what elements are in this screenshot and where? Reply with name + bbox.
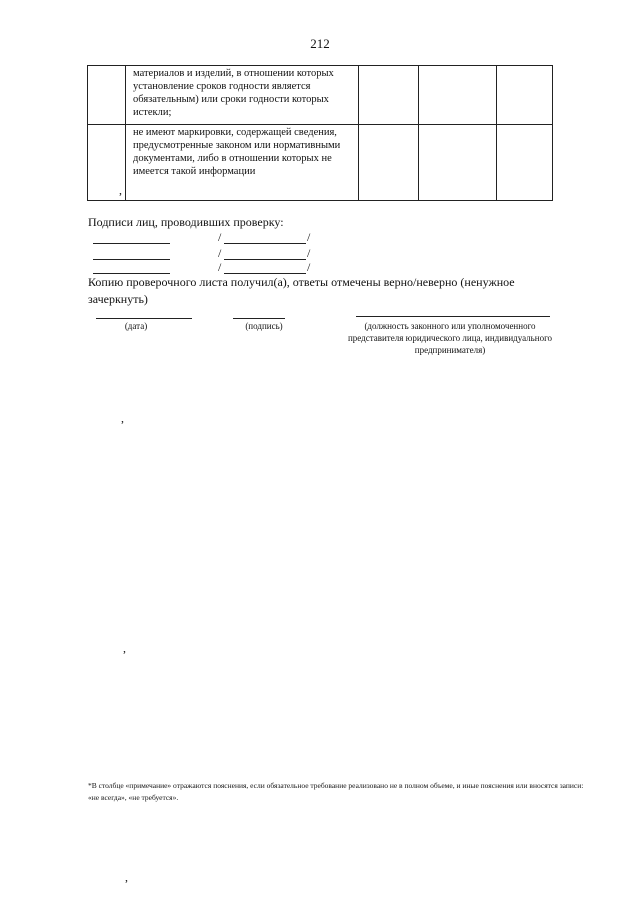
signature-separator: / xyxy=(218,246,222,260)
scan-mark: , xyxy=(121,411,124,425)
signature-caption: (подпись) xyxy=(245,321,283,331)
position-caption: (должность законного или уполномоченного представителя юридического лица, индивидуального предпринимателя) xyxy=(347,321,553,355)
table-cell-note xyxy=(497,125,553,201)
signature-separator: / xyxy=(218,260,222,274)
scan-mark: , xyxy=(125,870,128,884)
table-cell-note xyxy=(497,66,553,125)
table-cell-requirement xyxy=(126,66,359,125)
requirement-text: материалов и изделий, в отношении которых установление сроков годности является обязательным) или сроки годности которых истекли; xyxy=(133,68,334,118)
footnote: *В столбце «примечание» отражаются пояснения, если обязательное требование реализовано не в полном объеме, и иные пояснения или вносятся записи: «не всегда», «не требуется». xyxy=(88,781,584,802)
receipt-statement: Копию проверочного листа получил(а), ответы отмечены верно/неверно (ненужное зачеркнуть) xyxy=(88,275,515,306)
table-row xyxy=(88,125,553,201)
signature-separator: / xyxy=(307,246,311,260)
table-cell-answer xyxy=(419,66,497,125)
table-cell-answer xyxy=(419,125,497,201)
signature-separator: / xyxy=(307,260,311,274)
page-number: 212 xyxy=(310,36,330,51)
scan-mark: , xyxy=(119,183,122,197)
table-cell-answer xyxy=(359,66,419,125)
table-cell-requirement xyxy=(126,125,359,201)
date-caption: (дата) xyxy=(124,321,148,331)
signatures-title: Подписи лиц, проводивших проверку: xyxy=(88,215,284,229)
signature-line xyxy=(224,243,306,244)
table-row xyxy=(88,66,553,125)
signature-line xyxy=(233,318,285,319)
signature-line xyxy=(93,259,170,260)
signature-line xyxy=(93,243,170,244)
checklist-table xyxy=(87,65,553,201)
signature-separator: / xyxy=(307,230,311,244)
date-line xyxy=(96,318,192,319)
scan-mark: , xyxy=(123,641,126,655)
requirement-text: не имеют маркировки, содержащей сведения, предусмотренные законом или нормативными документами, либо в отношении которых не имеется такой информации xyxy=(133,127,341,177)
table-cell-answer xyxy=(359,125,419,201)
signature-separator: / xyxy=(218,230,222,244)
signature-line xyxy=(224,259,306,260)
table-cell-number xyxy=(88,66,126,125)
position-line xyxy=(356,316,550,317)
